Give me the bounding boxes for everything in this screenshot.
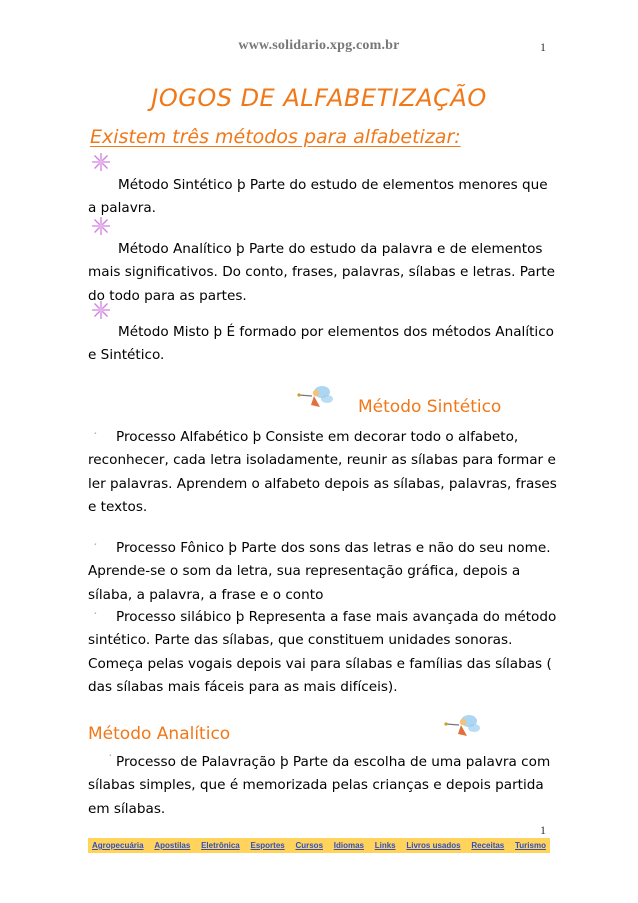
footer-link-cursos[interactable]: Cursos: [295, 841, 324, 850]
footer-link-idiomas[interactable]: Idiomas: [333, 841, 364, 850]
section-heading-sintetico: Método Sintético: [358, 397, 502, 417]
fairy-icon: [296, 383, 336, 411]
processo-fonico: Processo Fônico þ Parte dos sons das letras e não do seu nome. Aprende-se o som da letra, sua representação gráfica, depois a sílaba, a palavra, a frase e o conto: [88, 540, 551, 603]
page-number-top: 1: [540, 40, 546, 54]
subtitle: Existem três métodos para alfabetizar:: [90, 126, 461, 148]
footer-link-esportes[interactable]: Esportes: [250, 841, 285, 850]
bullet-tick: ˊ: [93, 432, 97, 441]
page-number-bottom: 1: [540, 823, 546, 837]
method-misto-desc: Método Misto þ É formado por elementos dos métodos Analítico e Sintético.: [88, 324, 554, 364]
footer-link-apostilas[interactable]: Apostilas: [154, 841, 191, 850]
processo-palavracao: Processo de Palavração þ Parte da escolha de uma palavra com sílabas simples, que é memorizada pelas crianças e depois partida em sílabas.: [88, 754, 551, 817]
bullet-tick: ˊ: [108, 754, 112, 763]
method-analitico-desc: Método Analítico þ Parte do estudo da palavra e de elementos mais significativos. Do conto, frases, palavras, sílabas e letras. Parte do todo para as partes.: [88, 241, 555, 304]
page-title: JOGOS DE ALFABETIZAÇÃO: [151, 84, 487, 112]
footer-link-turismo[interactable]: Turismo: [515, 841, 546, 850]
method-sintetico-desc: Método Sintético þ Parte do estudo de elementos menores que a palavra.: [88, 177, 548, 217]
site-url: www.solidario.xpg.com.br: [238, 38, 400, 53]
footer-link-receitas[interactable]: Receitas: [471, 841, 505, 850]
footer-link-bar: [88, 838, 550, 853]
bullet-tick: ˊ: [93, 543, 97, 552]
bullet-tick: ˊ: [93, 612, 97, 621]
footer-link-eletronica[interactable]: Eletrônica: [201, 841, 240, 850]
footer-link-links[interactable]: Links: [374, 841, 396, 850]
footer-link-agropecuaria[interactable]: Agropecuária: [92, 841, 144, 850]
snowflake-icon: [91, 152, 111, 172]
footer-link-livros-usados[interactable]: Livros usados: [406, 841, 461, 850]
section-heading-analitico: Método Analítico: [88, 724, 231, 744]
processo-silabico: Processo silábico þ Representa a fase mais avançada do método sintético. Parte das sílabas, que constituem unidades sonoras. Começa pelas vogais depois vai para sílabas e famílias das sílabas ( das sílabas mais fáceis para as mais difíceis).: [88, 609, 557, 695]
fairy-icon: [443, 712, 483, 740]
processo-alfabetico: Processo Alfabético þ Consiste em decorar todo o alfabeto, reconhecer, cada letra isoladamente, reunir as sílabas para formar e ler palavras. Aprendem o alfabeto depois as sílabas, palavras, frases e textos.: [88, 429, 557, 515]
